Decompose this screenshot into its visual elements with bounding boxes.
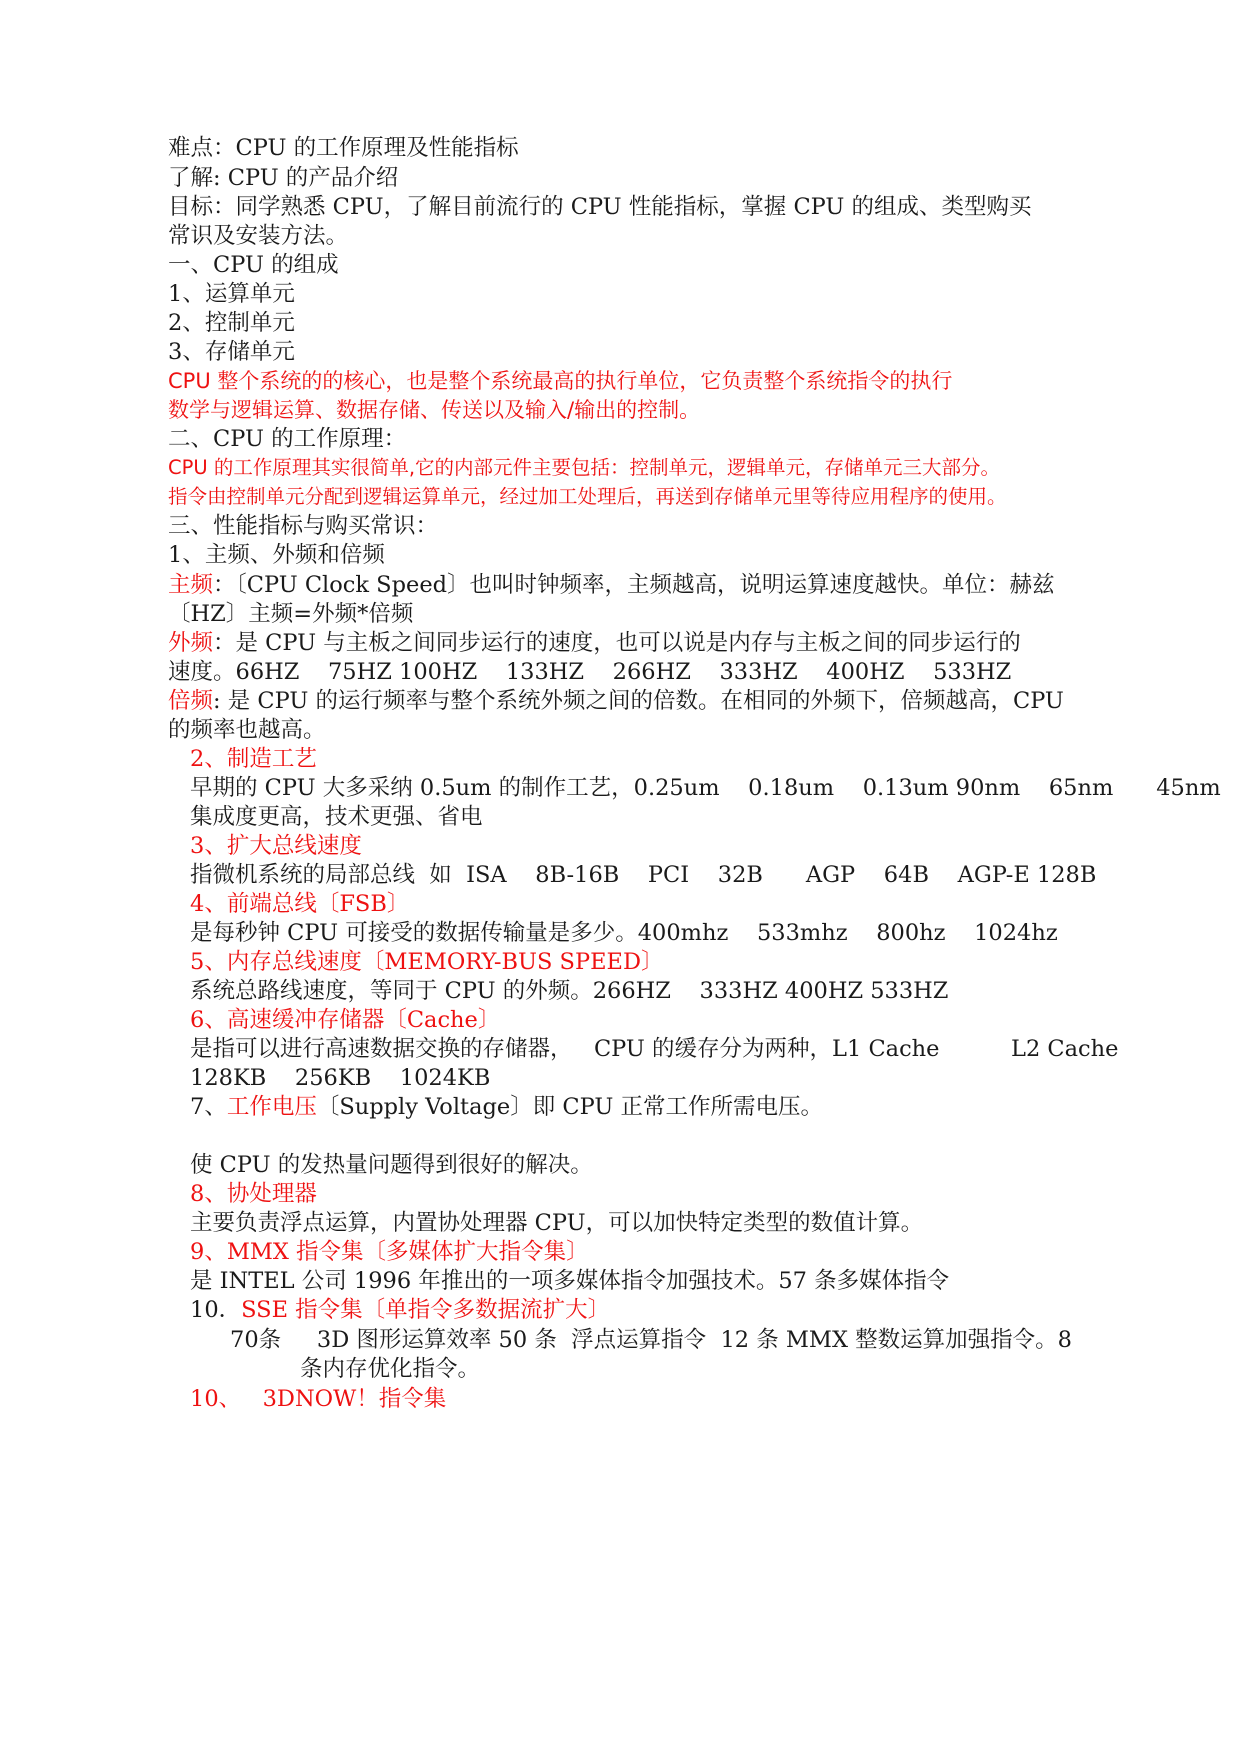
multiplier-line-cont: 的频率也越高。 — [168, 717, 326, 743]
term-text: : 是 CPU 的运行频率与整个系统外频之间的倍数。在相同的外频下，倍频越高，CPU — [213, 688, 1064, 714]
item-number: 7、 — [190, 1094, 227, 1120]
term-label: 倍频 — [168, 688, 214, 714]
external-freq-values: 速度。66HZ 75HZ 100HZ 133HZ 266HZ 333HZ 400HZ 533HZ — [168, 659, 1012, 685]
goal-line: 目标：同学熟悉 CPU，了解目前流行的 CPU 性能指标，掌握 CPU 的组成、类型购买 — [168, 194, 1032, 220]
body-line: 70条 3D 图形运算效率 50 条 浮点运算指令 12 条 MMX 整数运算加强指令。8 — [230, 1327, 1072, 1353]
body-line: 系统总路线速度，等同于 CPU 的外频。266HZ 333HZ 400HZ 533HZ — [190, 978, 949, 1004]
section-heading-3: 三、性能指标与购买常识： — [168, 513, 439, 539]
term-label: SSE 指令集〔单指令多数据流扩大〕 — [241, 1297, 611, 1323]
difficulty-line: 难点：CPU 的工作原理及性能指标 — [168, 135, 519, 161]
body-line: 是指可以进行高速数据交换的存储器， CPU 的缓存分为两种，L1 Cache L2 Cache — [190, 1036, 1119, 1062]
subsection-heading: 6、高速缓冲存储器〔Cache〕 — [190, 1007, 501, 1033]
term-text: ：〔CPU Clock Speed〕也叫时钟频率，主频越高，说明运算速度越快。单位：赫兹 — [213, 572, 1055, 598]
highlight-paragraph-cont: 指令由控制单元分配到逻辑运算单元，经过加工处理后，再送到存储单元里等待应用程序的使用。 — [168, 485, 1007, 508]
subsection-heading: 4、前端总线〔FSB〕 — [190, 891, 410, 917]
list-item: 2、控制单元 — [168, 310, 295, 336]
subsection-heading: 5、内存总线速度〔MEMORY-BUS SPEED〕 — [190, 949, 664, 975]
subsection-heading: 3、扩大总线速度 — [190, 833, 362, 859]
clock-speed-line-cont: 〔HZ〕主频=外频*倍频 — [168, 601, 414, 627]
multiplier-line — [168, 686, 1064, 716]
subsection-heading: 8、协处理器 — [190, 1181, 317, 1207]
clock-speed-line — [168, 570, 1055, 600]
term-label: 工作电压 — [226, 1094, 317, 1120]
body-line: 是每秒钟 CPU 可接受的数据传输量是多少。400mhz 533mhz 800hz 1024hz — [190, 920, 1058, 946]
list-item: 1、运算单元 — [168, 281, 295, 307]
highlight-paragraph: CPU 整个系统的的核心，也是整个系统最高的执行单位，它负责整个系统指令的执行 — [168, 369, 953, 393]
section-heading-2: 二、CPU 的工作原理： — [168, 426, 407, 452]
body-line: 条内存优化指令。 — [300, 1356, 481, 1382]
list-item: 3、存储单元 — [168, 339, 295, 365]
subsection-heading: 2、制造工艺 — [190, 746, 317, 772]
body-line: 128KB 256KB 1024KB — [190, 1065, 491, 1091]
term-text: ：是 CPU 与主板之间同步运行的速度，也可以说是内存与主板之间的同步运行的 — [213, 630, 1021, 656]
body-line: 使 CPU 的发热量问题得到很好的解决。 — [190, 1152, 593, 1178]
item-number: 10． — [190, 1297, 242, 1323]
body-line: 集成度更高，技术更强、省电 — [190, 804, 483, 830]
body-line: 是 INTEL 公司 1996 年推出的一项多媒体指令加强技术。57 条多媒体指令 — [190, 1268, 950, 1294]
external-freq-line — [168, 628, 1021, 658]
overview-line: 了解: CPU 的产品介绍 — [168, 165, 399, 191]
goal-line-cont: 常识及安装方法。 — [168, 223, 349, 249]
subsection-heading: 9、MMX 指令集〔多媒体扩大指令集〕 — [190, 1239, 589, 1265]
body-line: 主要负责浮点运算，内置协处理器 CPU，可以加快特定类型的数值计算。 — [190, 1210, 924, 1236]
highlight-paragraph-cont: 数学与逻辑运算、数据存储、传送以及输入/输出的控制。 — [168, 398, 701, 422]
subsection-heading — [190, 1295, 610, 1325]
section-heading-1: 一、CPU 的组成 — [168, 252, 339, 278]
term-text: 〔Supply Voltage〕即 CPU 正常工作所需电压。 — [316, 1094, 823, 1120]
subsection-heading — [190, 1092, 823, 1122]
body-line: 早期的 CPU 大多采纳 0.5um 的制作工艺，0.25um 0.18um 0.13um 90nm 65nm 45nm — [190, 775, 1221, 801]
term-label: 主频 — [168, 572, 214, 598]
subsection-heading: 1、主频、外频和倍频 — [168, 542, 385, 568]
highlight-paragraph: CPU 的工作原理其实很简单,它的内部元件主要包括：控制单元，逻辑单元，存储单元三大部分。 — [168, 456, 1001, 479]
term-label: 外频 — [168, 630, 214, 656]
subsection-heading: 10、 3DNOW！指令集 — [190, 1386, 447, 1412]
body-line: 指微机系统的局部总线 如 ISA 8B-16B PCI 32B AGP 64B AGP-E 128B — [190, 862, 1097, 888]
